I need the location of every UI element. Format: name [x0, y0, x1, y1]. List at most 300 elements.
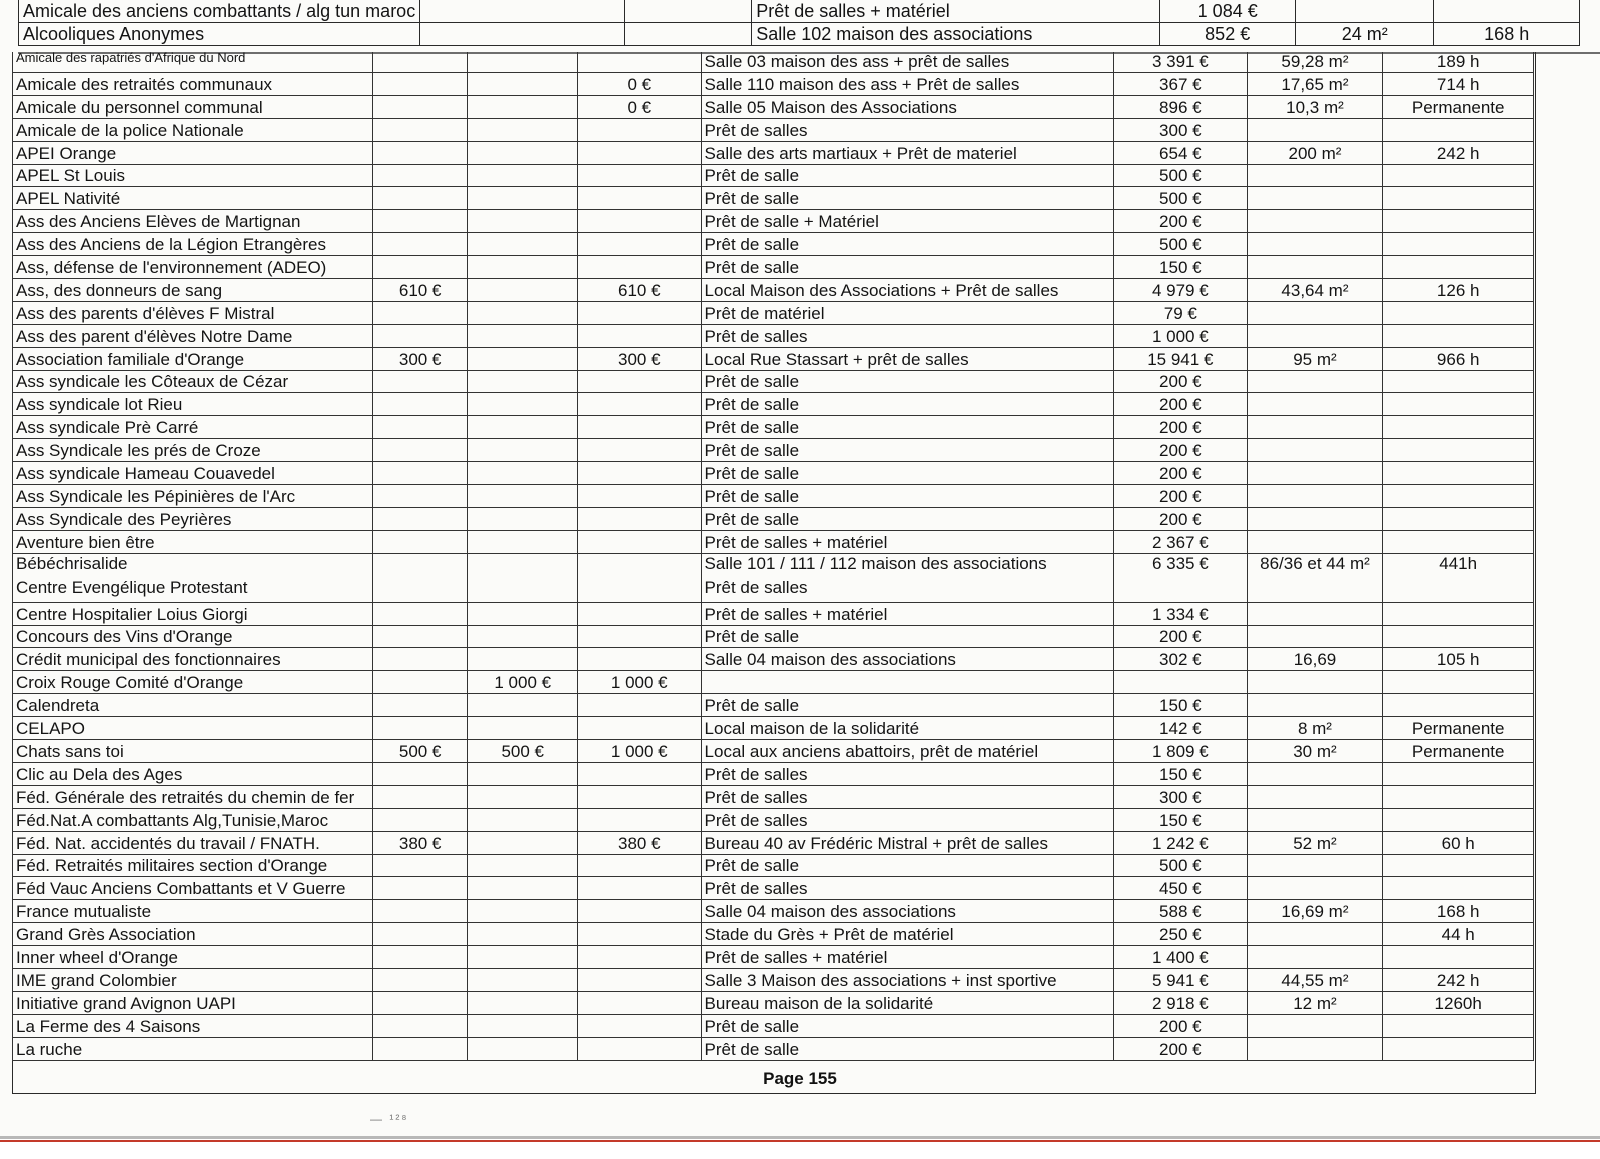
subsidy-total: 1 000 € [578, 740, 701, 763]
association-name-text: Ass, des donneurs de sang [16, 280, 223, 300]
facility-description-text: Salle 04 maison des associations [704, 902, 956, 922]
surface-area [1247, 164, 1383, 187]
subsidy-total [578, 393, 701, 416]
scan-artifact-mark: — ¹²⁸ [370, 1112, 409, 1126]
table-row [13, 808, 1534, 831]
facility-description [701, 602, 1114, 625]
facility-description [701, 393, 1114, 416]
surface-area: 52 m² [1247, 831, 1383, 854]
subsidy-amount-2 [468, 393, 578, 416]
surface-area: 16,69 m² [1247, 900, 1383, 923]
facility-value: 302 € [1114, 648, 1247, 671]
association-name-text: France mutualiste [16, 902, 152, 922]
subsidy-amount-2 [468, 968, 578, 991]
association-name-text: Amicale des rapatriés d'Afrique du Nord [16, 52, 246, 65]
facility-value: 79 € [1114, 301, 1247, 324]
association-name-text: La Ferme des 4 Saisons [16, 1016, 201, 1036]
surface-area [1247, 416, 1383, 439]
facility-description-text: Prêt de salles [704, 326, 808, 346]
facility-description [701, 256, 1114, 279]
association-name [13, 95, 373, 118]
subsidy-total [578, 210, 701, 233]
association-name [13, 164, 373, 187]
facility-description [701, 740, 1114, 763]
facility-value: 200 € [1114, 1014, 1247, 1037]
facility-description-text: Prêt de salle [704, 1016, 800, 1036]
subsidy-amount-1 [372, 52, 468, 73]
table-row [13, 187, 1534, 210]
subsidy-amount-1 [372, 762, 468, 785]
facility-value: 200 € [1114, 370, 1247, 393]
association-name [13, 900, 373, 923]
facility-description [701, 485, 1114, 508]
subsidy-total: 380 € [578, 831, 701, 854]
facility-value: 6 335 € [1114, 553, 1247, 602]
subsidy-amount-1 [372, 187, 468, 210]
facility-value: 200 € [1114, 416, 1247, 439]
facility-value: 4 979 € [1114, 279, 1247, 302]
subsidy-amount-2 [468, 370, 578, 393]
facility-description [701, 831, 1114, 854]
subsidy-amount-1 [372, 301, 468, 324]
amount-cell [420, 0, 625, 23]
association-name-text: Ass Syndicale les Pépinières de l'Arc [16, 486, 296, 506]
association-name-text: Initiative grand Avignon UAPI [16, 993, 236, 1013]
amount-cell [420, 23, 625, 46]
subsidy-amount-2 [468, 301, 578, 324]
facility-description [701, 233, 1114, 256]
facility-description-text: Prêt de salle [704, 509, 800, 529]
table-row [13, 118, 1534, 141]
surface-area [1247, 785, 1383, 808]
association-name [13, 416, 373, 439]
subsidy-amount-1 [372, 507, 468, 530]
subsidy-total [578, 968, 701, 991]
table-row [13, 347, 1534, 370]
association-name [13, 485, 373, 508]
association-name-text: Grand Grès Association [16, 925, 196, 945]
usage-hours [1383, 462, 1534, 485]
subsidy-total [578, 256, 701, 279]
table-row [13, 923, 1534, 946]
subsidy-amount-2 [468, 507, 578, 530]
previous-page-fragment [18, 0, 1600, 54]
subsidy-amount-1 [372, 625, 468, 648]
subsidy-total [578, 141, 701, 164]
surface-area [1247, 762, 1383, 785]
surface-area [1247, 233, 1383, 256]
usage-hours [1383, 416, 1534, 439]
surface-area: 30 m² [1247, 740, 1383, 763]
facility-description: Prêt de salles + matériel [752, 0, 1160, 23]
association-name-text: Aventure bien être [16, 532, 155, 552]
subsidy-amount-1 [372, 210, 468, 233]
facility-description [701, 1037, 1114, 1060]
association-name-text: Féd.Nat.A combattants Alg,Tunisie,Maroc [16, 810, 329, 830]
facility-description-text: Prêt de salle [704, 696, 800, 716]
subsidy-amount-2 [468, 141, 578, 164]
facility-description-text: Stade du Grès + Prêt de matériel [704, 925, 954, 945]
subsidy-amount-2: 500 € [468, 740, 578, 763]
association-name-text: Amicale de la police Nationale [16, 120, 244, 140]
table-row [13, 507, 1534, 530]
subsidy-total [578, 324, 701, 347]
table-row [13, 530, 1534, 553]
usage-hours [1383, 210, 1534, 233]
facility-value: 142 € [1114, 717, 1247, 740]
table-row [13, 393, 1534, 416]
subsidy-amount-1 [372, 73, 468, 96]
subsidy-amount-2 [468, 717, 578, 740]
subsidy-amount-1 [372, 370, 468, 393]
subsidy-amount-2 [468, 95, 578, 118]
facility-description [701, 923, 1114, 946]
association-name [13, 648, 373, 671]
facility-description [701, 324, 1114, 347]
subsidy-total [578, 301, 701, 324]
table-row [13, 762, 1534, 785]
surface-area [1247, 256, 1383, 279]
table-row [13, 73, 1534, 96]
facility-value: 200 € [1114, 1037, 1247, 1060]
facility-value: 1 400 € [1114, 946, 1247, 969]
subsidy-total [578, 900, 701, 923]
facility-description-text: Prêt de salles [704, 787, 808, 807]
table-row [13, 164, 1534, 187]
association-name [13, 301, 373, 324]
table-row [13, 95, 1534, 118]
subsidy-amount-2 [468, 923, 578, 946]
table-row [13, 946, 1534, 969]
usage-hours [1383, 946, 1534, 969]
surface-area [1247, 694, 1383, 717]
usage-hours [1383, 877, 1534, 900]
facility-description [701, 968, 1114, 991]
surface-area: 44,55 m² [1247, 968, 1383, 991]
subsidy-amount-2 [468, 118, 578, 141]
facility-value: 500 € [1114, 187, 1247, 210]
subsidy-amount-2 [468, 530, 578, 553]
subsidy-total [578, 439, 701, 462]
association-name-text: Ass Syndicale les prés de Croze [16, 441, 261, 461]
facility-description [701, 946, 1114, 969]
subsidy-total [578, 762, 701, 785]
usage-hours: 126 h [1383, 279, 1534, 302]
subsidy-amount-2 [468, 439, 578, 462]
association-name [13, 946, 373, 969]
facility-description [701, 95, 1114, 118]
subsidy-amount-1 [372, 854, 468, 877]
facility-description [701, 671, 1114, 694]
facility-value: 588 € [1114, 900, 1247, 923]
association-name-text: Concours des Vins d'Orange [16, 627, 233, 647]
facility-description-text: Local Maison des Associations + Prêt de salles [704, 280, 1059, 300]
table-row [13, 602, 1534, 625]
association-name: Alcooliques Anonymes [19, 23, 420, 46]
facility-value: 150 € [1114, 808, 1247, 831]
subsidy-total [578, 118, 701, 141]
surface-area [1247, 210, 1383, 233]
association-name-text: Ass, défense de l'environnement (ADEO) [16, 258, 327, 278]
table-row [13, 991, 1534, 1014]
surface-area [1247, 1014, 1383, 1037]
subsidy-total [578, 1014, 701, 1037]
table-row [13, 785, 1534, 808]
subsidy-amount-2 [468, 694, 578, 717]
surface-area: 24 m² [1296, 23, 1434, 46]
facility-value: 500 € [1114, 854, 1247, 877]
table-row [13, 52, 1534, 73]
subsidy-amount-2 [468, 462, 578, 485]
association-name [13, 785, 373, 808]
subsidy-total [578, 52, 701, 73]
surface-area: 12 m² [1247, 991, 1383, 1014]
usage-hours [1383, 256, 1534, 279]
association-name-text: Ass Syndicale des Peyrières [16, 509, 232, 529]
surface-area [1247, 602, 1383, 625]
facility-description-text: Prêt de salle [704, 395, 800, 415]
association-name-text: Inner wheel d'Orange [16, 947, 179, 967]
subsidy-amount-2 [468, 785, 578, 808]
subsidy-amount-2 [468, 602, 578, 625]
table-row [13, 968, 1534, 991]
facility-value: 1 334 € [1114, 602, 1247, 625]
subsidy-total [578, 991, 701, 1014]
association-name [13, 877, 373, 900]
association-name [13, 187, 373, 210]
facility-description [701, 279, 1114, 302]
table-row [13, 462, 1534, 485]
subsidy-amount-1 [372, 324, 468, 347]
subsidy-amount-2 [468, 210, 578, 233]
surface-area [1247, 877, 1383, 900]
association-name-text: APEL Nativité [16, 189, 121, 209]
subsidy-amount-1 [372, 485, 468, 508]
association-name-text: Ass syndicale les Côteaux de Cézar [16, 372, 289, 392]
association-name-text: Ass syndicale Hameau Couavedel [16, 464, 275, 484]
facility-description-text: Salle 110 maison des ass + Prêt de salles [704, 74, 1020, 94]
subsidy-amount-2 [468, 164, 578, 187]
facility-value: 15 941 € [1114, 347, 1247, 370]
facility-description-text: Local aux anciens abattoirs, prêt de matériel [704, 741, 1039, 761]
main-table-frame [12, 52, 1536, 1094]
association-name-text: Crédit municipal des fonctionnaires [16, 650, 281, 670]
facility-value: 654 € [1114, 141, 1247, 164]
subsidy-amount-1 [372, 602, 468, 625]
subsidy-amount-2 [468, 233, 578, 256]
facility-value: 852 € [1160, 23, 1296, 46]
table-row [13, 439, 1534, 462]
surface-area [1247, 118, 1383, 141]
subsidy-total [578, 946, 701, 969]
facility-description-text: Prêt de salles + matériel [704, 947, 888, 967]
subsidy-amount-2 [468, 877, 578, 900]
facility-description-text: Salle 05 Maison des Associations [704, 97, 957, 117]
subsidy-total [578, 485, 701, 508]
usage-hours [1383, 1014, 1534, 1037]
subsidy-total [578, 370, 701, 393]
table-row [13, 717, 1534, 740]
subsidy-amount-1 [372, 462, 468, 485]
subsidy-total [578, 808, 701, 831]
usage-hours [1383, 671, 1534, 694]
association-name-text: Chats sans toi [16, 741, 124, 761]
subsidy-total: 0 € [578, 95, 701, 118]
association-name [13, 141, 373, 164]
association-name [13, 625, 373, 648]
subsidy-total [578, 648, 701, 671]
surface-area: 10,3 m² [1247, 95, 1383, 118]
table-row [13, 740, 1534, 763]
table-row [13, 301, 1534, 324]
table-row [13, 279, 1534, 302]
facility-value: 200 € [1114, 485, 1247, 508]
surface-area: 200 m² [1247, 141, 1383, 164]
subsidy-amount-1 [372, 393, 468, 416]
table-row [13, 553, 1534, 602]
facility-description [701, 507, 1114, 530]
facility-description-text: Prêt de salle [704, 1039, 800, 1059]
facility-description-text: Prêt de salle [704, 235, 800, 255]
subsidy-amount-1 [372, 717, 468, 740]
usage-hours [1383, 439, 1534, 462]
subsidy-amount-2 [468, 416, 578, 439]
subsidy-amount-1 [372, 946, 468, 969]
subsidy-amount-1 [372, 416, 468, 439]
surface-area: 43,64 m² [1247, 279, 1383, 302]
surface-area [1247, 1037, 1383, 1060]
table-row [13, 1014, 1534, 1037]
table-row [13, 256, 1534, 279]
facility-description-text: Prêt de salle [704, 166, 800, 186]
surface-area [1247, 393, 1383, 416]
association-name-text: CELAPO [16, 719, 85, 739]
subsidy-amount-1 [372, 900, 468, 923]
facility-value: 200 € [1114, 210, 1247, 233]
usage-hours [1383, 625, 1534, 648]
subsidy-amount-2 [468, 900, 578, 923]
subsidy-amount-1 [372, 1037, 468, 1060]
subsidy-amount-2 [468, 279, 578, 302]
table-row [13, 324, 1534, 347]
surface-area [1247, 462, 1383, 485]
previous-page-table [18, 0, 1580, 46]
facility-description [701, 118, 1114, 141]
subsidy-total [578, 416, 701, 439]
association-name [13, 439, 373, 462]
association-name [13, 762, 373, 785]
surface-area [1247, 187, 1383, 210]
association-name-text: Ass des Anciens de la Légion Etrangères [16, 235, 326, 255]
usage-hours [1383, 694, 1534, 717]
association-name-text: IME grand Colombier [16, 970, 177, 990]
facility-description: Salle 102 maison des associations [752, 23, 1160, 46]
surface-area: 17,65 m² [1247, 73, 1383, 96]
facility-value: 896 € [1114, 95, 1247, 118]
facility-description-text: Prêt de salle [704, 464, 800, 484]
amount-cell [625, 0, 752, 23]
surface-area [1247, 439, 1383, 462]
subsidy-amount-1 [372, 95, 468, 118]
facility-value: 500 € [1114, 233, 1247, 256]
facility-description [701, 854, 1114, 877]
usage-hours [1383, 233, 1534, 256]
association-name [13, 73, 373, 96]
subsidy-total [578, 507, 701, 530]
association-name-text: Féd. Retraités militaires section d'Orange [16, 856, 328, 876]
usage-hours: 168 h [1383, 900, 1534, 923]
subsidy-amount-1 [372, 785, 468, 808]
subsidy-amount-1 [372, 439, 468, 462]
subsidy-total [578, 785, 701, 808]
table-row [13, 900, 1534, 923]
facility-description-text: Prêt de salle [704, 189, 800, 209]
association-name-text: Amicale du personnel communal [16, 97, 263, 117]
facility-description-text: Bureau 40 av Frédéric Mistral + prêt de salles [704, 833, 1048, 853]
table-row [13, 694, 1534, 717]
subsidy-amount-2 [468, 256, 578, 279]
facility-description [701, 648, 1114, 671]
subsidy-amount-2 [468, 485, 578, 508]
subsidy-amount-1 [372, 141, 468, 164]
facility-description [701, 52, 1114, 73]
surface-area [1247, 946, 1383, 969]
subsidy-amount-2 [468, 73, 578, 96]
association-name [13, 1037, 373, 1060]
usage-hours: 60 h [1383, 831, 1534, 854]
facility-value: 2 367 € [1114, 530, 1247, 553]
facility-description [701, 694, 1114, 717]
facility-description-text: Salle 101 / 111 / 112 maison des associations [704, 553, 1047, 573]
association-name [13, 233, 373, 256]
facility-value: 1 242 € [1114, 831, 1247, 854]
subsidy-total [578, 717, 701, 740]
usage-hours [1383, 118, 1534, 141]
usage-hours [1383, 393, 1534, 416]
subsidy-total [578, 923, 701, 946]
usage-hours [1383, 1037, 1534, 1060]
association-name [13, 671, 373, 694]
association-name [13, 324, 373, 347]
surface-area [1247, 370, 1383, 393]
association-name [13, 553, 373, 602]
association-name [13, 854, 373, 877]
facility-description [701, 462, 1114, 485]
facility-value: 200 € [1114, 625, 1247, 648]
facility-description-text: Prêt de salles [704, 879, 808, 899]
facility-description-text: Salle 03 maison des ass + prêt de salles [704, 52, 1010, 71]
usage-hours: 714 h [1383, 73, 1534, 96]
subsidy-total: 1 000 € [578, 671, 701, 694]
association-name [13, 717, 373, 740]
subsidy-amount-1 [372, 694, 468, 717]
facility-description-text: Prêt de salles [704, 764, 808, 784]
facility-description [701, 73, 1114, 96]
facility-value: 500 € [1114, 164, 1247, 187]
amount-cell [625, 23, 752, 46]
facility-value: 200 € [1114, 462, 1247, 485]
association-name-text: Calendreta [16, 696, 100, 716]
table-row [13, 485, 1534, 508]
facility-value: 150 € [1114, 762, 1247, 785]
table-row [13, 625, 1534, 648]
usage-hours [1383, 324, 1534, 347]
usage-hours [1383, 602, 1534, 625]
facility-description [701, 991, 1114, 1014]
usage-hours: Permanente [1383, 740, 1534, 763]
facility-description-text: Prêt de salles [704, 810, 808, 830]
facility-description-second-line: Prêt de salles [704, 577, 808, 597]
